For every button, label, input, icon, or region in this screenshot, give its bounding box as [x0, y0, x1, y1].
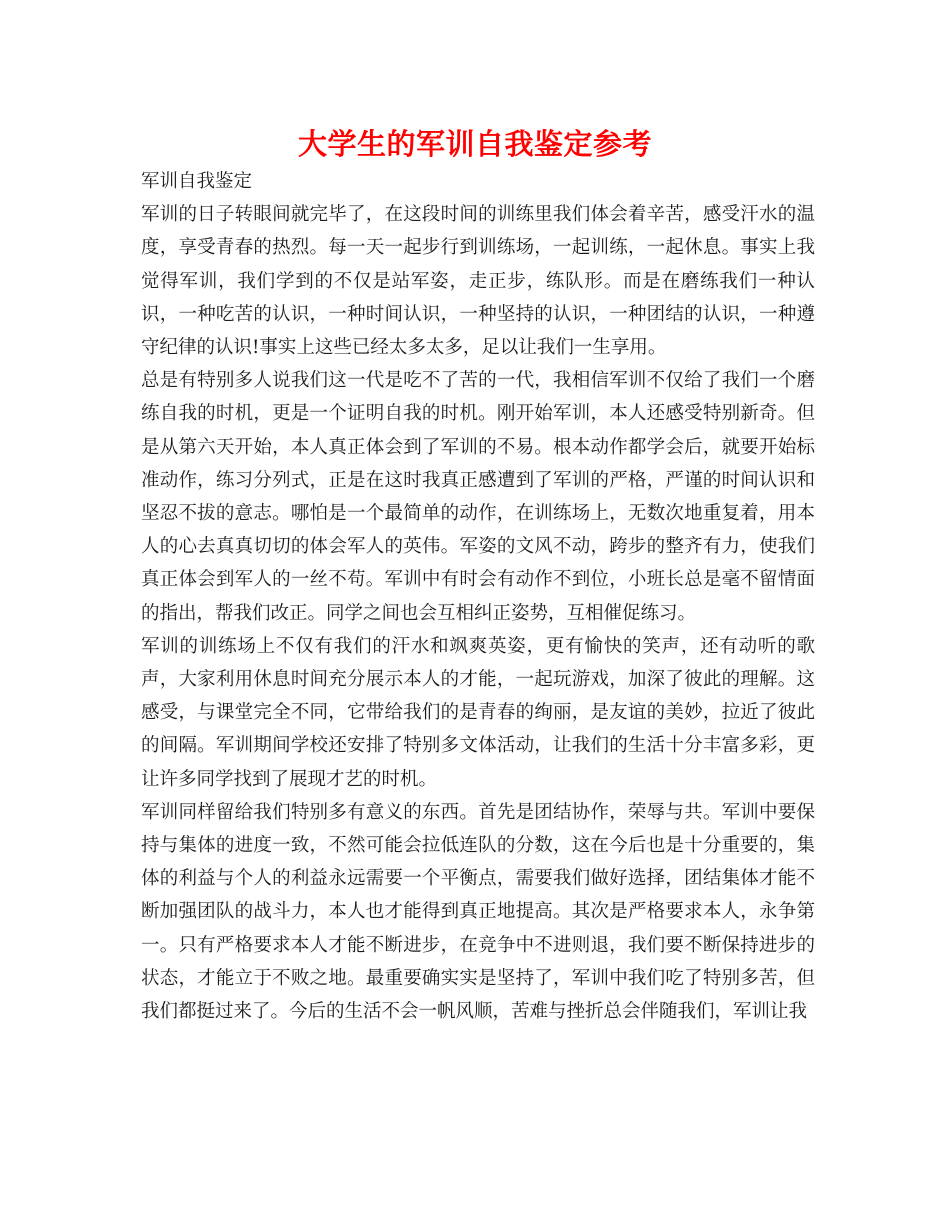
section-heading: 军训自我鉴定 — [141, 171, 253, 192]
paragraph: 军训的日子转眼间就完毕了，在这段时间的训练里我们体会着辛苦，感受汗水的温度，享受青春的热烈。每一天一起步行到训练场，一起训练，一起休息。事实上我觉得军训，我们学到的不仅是站军姿，走正步，练队形。而是在磨练我们一种认识，一种吃苦的认识，一种时间认识，一种坚持的认识，一种团结的认识，一种遵守纪律的认识!事实上这些已经太多太多，足以让我们一生享用。 — [141, 204, 815, 359]
paragraph: 总是有特别多人说我们这一代是吃不了苦的一代，我相信军训不仅给了我们一个磨练自我的时机，更是一个证明自我的时机。刚开始军训，本人还感受特别新奇。但是从第六天开始，本人真正体会到了军训的不易。根本动作都学会后，就要开始标准动作，练习分列式，正是在这时我真正感遭到了军训的严格，严谨的时间认识和坚忍不拔的意志。哪怕是一个最简单的动作，在训练场上，无数次地重复着，用本人的心去真真切切的体会军人的英伟。军姿的文风不动，跨步的整齐有力，使我们真正体会到军人的一丝不苟。军训中有时会有动作不到位，小班长总是毫不留情面的指出，帮我们改正。同学之间也会互相纠正姿势，互相催促练习。 — [141, 370, 815, 624]
paragraph: 军训同样留给我们特别多有意义的东西。首先是团结协作，荣辱与共。军训中要保持与集体的进度一致，不然可能会拉低连队的分数，这在今后也是十分重要的，集体的利益与个人的利益永远需要一个平衡点，需要我们做好选择，团结集体才能不断加强团队的战斗力，本人也才能得到真正地提高。其次是严格要求本人，永争第一。只有严格要求本人才能不断进步，在竞争中不进则退，我们要不断保持进步的状态，才能立于不败之地。最重要确实实是坚持了，军训中我们吃了特别多苦，但我们都挺过来了。今后的生活不会一帆风顺，苦难与挫折总会伴随我们，军训让我 — [141, 801, 815, 1023]
paragraph: 军训的训练场上不仅有我们的汗水和飒爽英姿，更有愉快的笑声，还有动听的歌声，大家利用休息时间充分展示本人的才能，一起玩游戏，加深了彼此的理解。这感受，与课堂完全不同，它带给我们的是青春的绚丽，是友谊的美妙，拉近了彼此的间隔。军训期间学校还安排了特别多文体活动，让我们的生活十分丰富多彩，更让许多同学找到了展现才艺的时机。 — [141, 635, 815, 790]
document-body — [141, 165, 815, 1028]
document-title: 大学生的军训自我鉴定参考 — [297, 127, 652, 161]
